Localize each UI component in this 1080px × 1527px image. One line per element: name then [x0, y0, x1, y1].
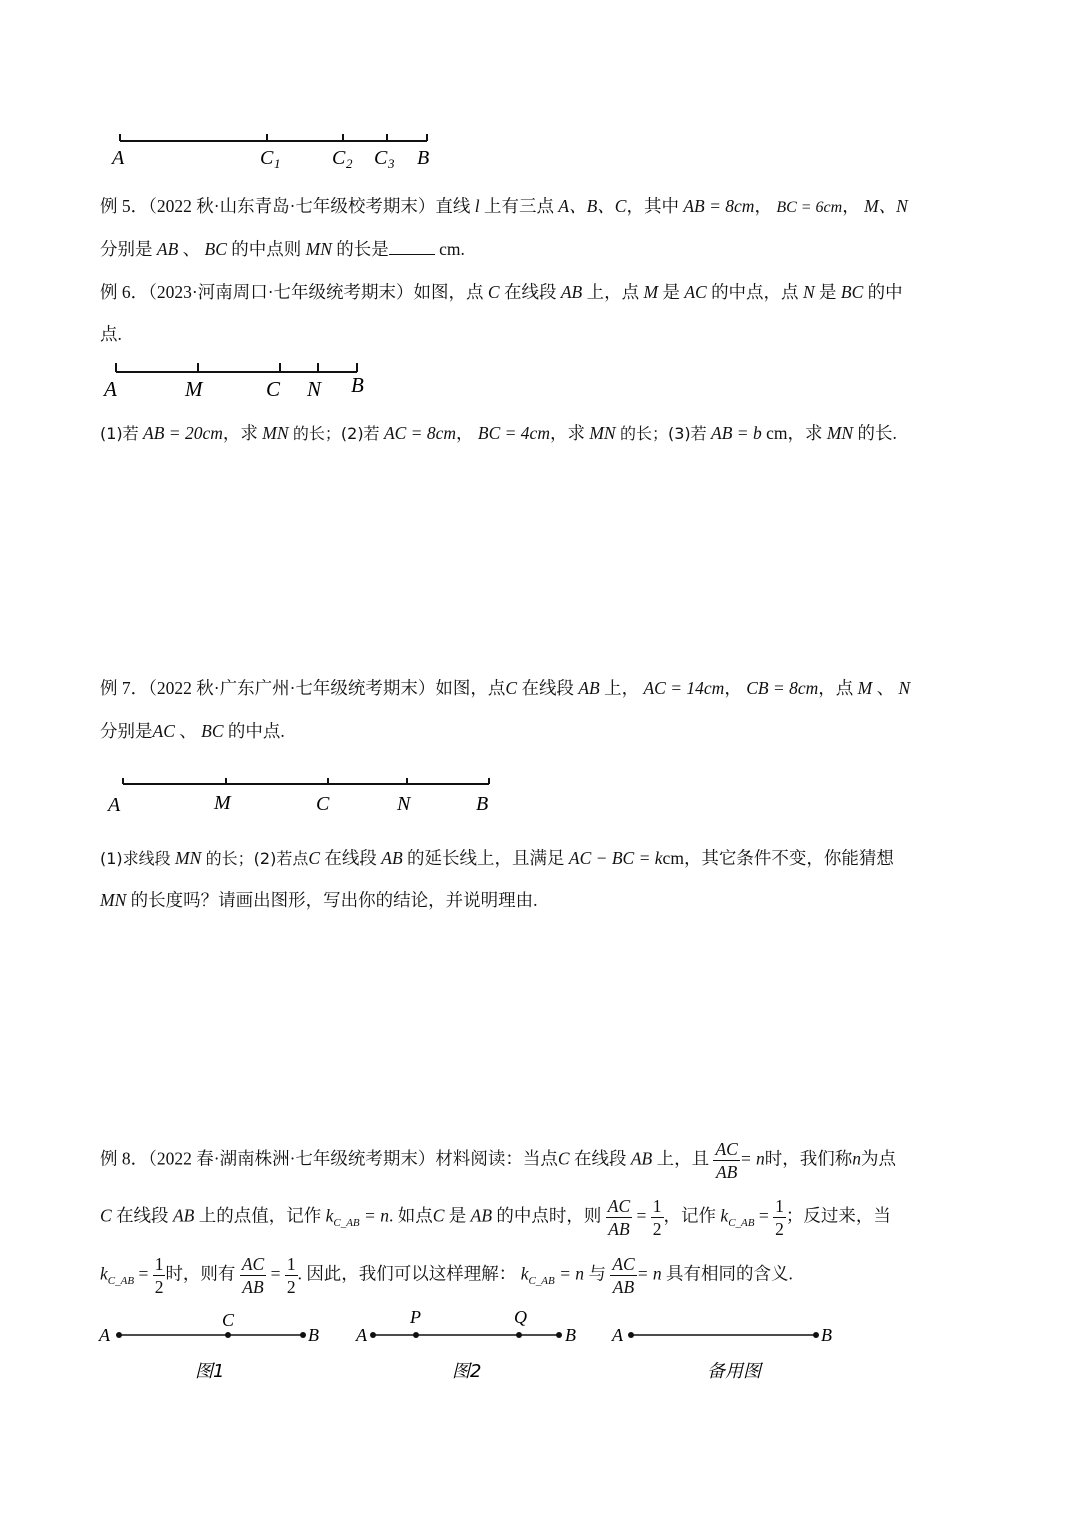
- label-a: A: [108, 794, 121, 816]
- ex8-text: ；反过来，当: [785, 1205, 891, 1226]
- ex5-text: 的长是: [336, 239, 389, 259]
- label-q: Q: [514, 1307, 527, 1327]
- ex5-period: .: [460, 239, 465, 259]
- ex5-var-l: l: [474, 196, 480, 216]
- ex6-line1: [100, 280, 903, 304]
- ex8-text: 的中点时，则: [496, 1205, 602, 1226]
- point-a: [370, 1332, 376, 1338]
- q-text: 的延长线上，且满足: [407, 848, 565, 868]
- ex8-text: 时，我们称: [764, 1148, 853, 1169]
- ex5-text: 例 5．（2022 秋·山东青岛·七年级校考期末）直线: [100, 196, 471, 216]
- k-symbol: k: [720, 1205, 729, 1226]
- ex7-text: ，点: [818, 678, 854, 698]
- fraction-den: 2: [652, 1219, 662, 1239]
- q-var: MN: [826, 423, 854, 443]
- label-c: C: [316, 793, 330, 815]
- ex8-var: n: [852, 1148, 862, 1169]
- ex7-q-line2: [100, 888, 538, 912]
- ex6-var: BC: [840, 282, 864, 302]
- ex6-var: N: [802, 282, 815, 302]
- label-b: B: [476, 793, 489, 815]
- ex8-eq: = n: [559, 1263, 585, 1284]
- label-m: M: [185, 377, 203, 401]
- ex7-q-line1: [100, 846, 894, 871]
- q-expr: AB = 20cm: [143, 423, 223, 443]
- q-expr: AB = b: [711, 423, 762, 443]
- ex5-text: 的中点则: [231, 239, 302, 259]
- ex6-text: 上，点: [586, 282, 640, 302]
- ex8-var: AB: [630, 1148, 653, 1169]
- label-p: P: [410, 1307, 421, 1327]
- q-text: 的长.: [857, 423, 897, 443]
- label-n: N: [397, 793, 411, 815]
- fraction-ac-ab: [240, 1253, 266, 1298]
- label-b: B: [565, 1325, 576, 1345]
- label-b: B: [821, 1325, 832, 1345]
- point-p: [413, 1332, 419, 1338]
- fraction-half: [651, 1195, 664, 1240]
- ex8-var: AB: [172, 1205, 195, 1226]
- ex5-line1: [100, 194, 908, 220]
- fraction-half: [153, 1253, 166, 1298]
- ex6-text: 例 6．（2023·河南周口·七年级统考期末）如图，点: [100, 282, 484, 302]
- ex6-var: AB: [560, 282, 583, 302]
- q-text: 的长；(2)若: [292, 424, 380, 443]
- point-q: [516, 1332, 522, 1338]
- ex7-text: 上，: [604, 678, 640, 698]
- q-expr: AC − BC = k: [568, 848, 663, 868]
- point-b: [813, 1332, 819, 1338]
- ex7-text: 分别是: [100, 721, 153, 741]
- q-expr: BC = 4cm: [477, 423, 550, 443]
- ex6-var: M: [643, 282, 659, 302]
- k-symbol: k: [520, 1263, 529, 1284]
- ex8-text: 上的点值，记作: [198, 1205, 322, 1226]
- ex5-bc: BC = 6cm: [776, 199, 843, 216]
- ex8-text: 在线段: [573, 1148, 627, 1169]
- ex7-line1: [100, 676, 910, 700]
- ex8-var: C: [557, 1148, 570, 1169]
- label-c3-sub: 3: [388, 156, 395, 171]
- fraction-num: 1: [286, 1254, 296, 1274]
- ex8-line2: C 在线段 AB 上的点值，记作 $k_{C\_AB} = n$. 如点C 是 AB 的中点时，则 $\frac{AC}{AB}$ = $\frac{1}{2}$ ，记作 $k_{C\_AB}$ = $\frac{1}{2}$ ；反过来，当: [100, 1196, 891, 1239]
- ex7-text: 例 7．（2022 秋·广东广州·七年级统考期末）如图，点: [100, 678, 506, 698]
- k-subscript: C_AB: [528, 1275, 555, 1288]
- fraction-num: AC: [715, 1139, 738, 1159]
- q-var: AB: [381, 848, 403, 868]
- ex8-text: 上，且: [656, 1148, 710, 1169]
- label-a: A: [356, 1325, 367, 1345]
- ex7-var: C: [505, 678, 518, 698]
- ex8-eq: = n: [364, 1205, 389, 1226]
- k-subscript: C_AB: [107, 1275, 135, 1288]
- q-text: ，求: [549, 423, 585, 443]
- label-b: B: [417, 147, 430, 169]
- fraction-ac-ab: [713, 1138, 739, 1183]
- ex7-line2: [100, 719, 285, 743]
- ex7-text: 、: [179, 721, 197, 741]
- q-var: MN: [175, 848, 202, 868]
- ex6-text: 在线段: [503, 282, 557, 302]
- q-expr: AC = 8cm: [383, 423, 457, 443]
- q-var: C: [308, 848, 321, 868]
- caption: 图2: [452, 1361, 482, 1382]
- point-c: [225, 1332, 231, 1338]
- q-text: ，求: [222, 423, 258, 443]
- ex6-text: 是: [662, 282, 680, 302]
- fraction-num: 1: [652, 1196, 662, 1216]
- caption: 图1: [195, 1361, 225, 1382]
- ex5-mn: MN: [305, 239, 332, 259]
- fraction-ac-ab: [610, 1253, 636, 1298]
- q-text: 的长；(3)若: [619, 424, 707, 443]
- answer-blank[interactable]: [389, 236, 435, 255]
- ex6-var: AC: [684, 282, 707, 302]
- k-subscript: C_AB: [728, 1217, 755, 1230]
- ex8-text: . 因此，我们可以这样理解：: [297, 1263, 517, 1284]
- fraction-den: 2: [286, 1277, 296, 1297]
- label-b: B: [308, 1325, 319, 1345]
- q-text: ，其它条件不变，你能猜想: [683, 848, 894, 868]
- ex5-ab: AB = 8cm: [683, 196, 755, 216]
- label-c3: C: [374, 147, 388, 169]
- ex6-var: C: [487, 282, 500, 302]
- point-b: [300, 1332, 306, 1338]
- figure-2: [354, 1304, 594, 1394]
- ex5-line2: [100, 236, 465, 261]
- ex6-line2: [100, 322, 122, 346]
- point-a: [116, 1332, 122, 1338]
- ex5-text: ，其中: [626, 196, 679, 216]
- ex7-text: 、: [876, 678, 895, 698]
- ex5-text: 上有三点: [484, 196, 555, 216]
- label-c1: C: [260, 147, 274, 169]
- ex8-eq: = n: [636, 1263, 662, 1284]
- q-text: ，: [456, 423, 474, 443]
- fraction-ac-ab: [606, 1195, 632, 1240]
- fraction-den: 2: [154, 1277, 164, 1297]
- label-a: A: [112, 147, 125, 169]
- figure-ex6-segment: [100, 356, 380, 406]
- label-a: A: [99, 1325, 110, 1345]
- q-text: (1)求线段: [100, 849, 171, 868]
- point-a: [628, 1332, 634, 1338]
- k-symbol: k: [325, 1205, 334, 1226]
- fraction-half: [773, 1195, 786, 1240]
- ex8-text: 例 8．（2022 春·湖南株洲·七年级统考期末）材料阅读：当点: [100, 1148, 558, 1169]
- ex8-text: 在线段: [116, 1205, 169, 1226]
- ex5-text: 、: [182, 239, 201, 259]
- caption: 备用图: [707, 1361, 761, 1382]
- k-symbol: k: [100, 1263, 108, 1284]
- figure-spare: [610, 1304, 850, 1394]
- ex7-text: 在线段: [521, 678, 574, 698]
- label-c1-sub: 1: [274, 156, 281, 171]
- q-text: 在线段: [324, 848, 377, 868]
- ex5-mn: M、N: [864, 196, 908, 216]
- ex8-text: 为点: [861, 1148, 897, 1169]
- ex6-questions: [100, 421, 897, 446]
- ex7-expr: AC = 14cm: [643, 678, 725, 698]
- ex8-var: C: [100, 1205, 112, 1226]
- ex8-text: 是: [448, 1205, 467, 1226]
- k-subscript: C_AB: [333, 1217, 360, 1230]
- ex8-text: 具有相同的含义.: [666, 1263, 793, 1284]
- fraction-den: AB: [242, 1277, 264, 1297]
- ex7-var: N: [898, 678, 911, 698]
- q-unit: cm: [662, 848, 684, 868]
- q-text: ，求: [787, 423, 823, 443]
- label-m: M: [214, 792, 231, 814]
- ex5-text: 分别是: [100, 239, 153, 259]
- fraction-half: [285, 1253, 298, 1298]
- ex8-line1: [100, 1138, 896, 1183]
- fraction-den: 2: [775, 1219, 784, 1239]
- ex7-var: AC: [152, 721, 175, 741]
- ex6-text: 的中: [867, 282, 903, 302]
- ex8-text: 与: [588, 1263, 606, 1284]
- ex6-text: 点.: [100, 324, 122, 344]
- ex8-var: AB: [470, 1205, 493, 1226]
- ex5-ab: AB: [156, 239, 179, 259]
- label-n: N: [307, 377, 322, 401]
- fraction-num: 1: [775, 1196, 784, 1216]
- label-c: C: [222, 1310, 235, 1330]
- figure-1: [96, 1304, 336, 1394]
- q-text: 的长度吗？请画出图形，写出你的结论，并说明理由.: [130, 890, 538, 910]
- fraction-num: AC: [607, 1196, 631, 1216]
- ex5-bc: BC: [204, 239, 227, 259]
- ex5-vars: A、B、C: [558, 196, 627, 216]
- ex5-comma: ，: [842, 196, 860, 216]
- q-var: MN: [589, 423, 616, 443]
- ex8-text: ，记作: [663, 1205, 717, 1226]
- q-var: MN: [262, 423, 289, 443]
- fraction-num: AC: [612, 1254, 635, 1274]
- figure-ex7-segment: [100, 774, 500, 820]
- fraction-den: AB: [612, 1277, 635, 1297]
- ex7-text: ，: [724, 678, 742, 698]
- fraction-den: AB: [715, 1162, 738, 1182]
- figure-segment-c1-c2-c3: [100, 128, 450, 178]
- ex8-var: C: [432, 1205, 445, 1226]
- ex5-comma: ，: [754, 196, 772, 216]
- q-text: (1)若: [100, 424, 139, 443]
- ex6-text: 是: [819, 282, 837, 302]
- q-text: 的长；(2)若点: [205, 849, 309, 868]
- point-b: [556, 1332, 562, 1338]
- ex5-unit: cm: [439, 239, 461, 259]
- ex7-var: M: [857, 678, 873, 698]
- fraction-num: 1: [154, 1254, 164, 1274]
- ex7-var: AB: [578, 678, 600, 698]
- ex8-line3: $k_{C\_AB}$ = $\frac{1}{2}$ 时，则有 $\frac{AC}{AB}$ = $\frac{1}{2}$ . 因此，我们可以这样理解： $k_{C\_AB} = n$ 与 $\frac{AC}{AB}$ = n 具有相同的含义.: [100, 1254, 793, 1297]
- ex6-text: 的中点，点: [711, 282, 799, 302]
- label-a: A: [612, 1325, 623, 1345]
- label-b: B: [351, 373, 364, 397]
- fraction-den: AB: [608, 1219, 630, 1239]
- ex8-text: 时，则有: [165, 1263, 236, 1284]
- label-c2: C: [332, 147, 346, 169]
- fraction-num: AC: [241, 1254, 265, 1274]
- ex7-var: BC: [201, 721, 224, 741]
- q-var: MN: [100, 890, 127, 910]
- ex8-eq: = n: [739, 1148, 765, 1169]
- label-a: A: [104, 377, 117, 401]
- label-c: C: [266, 377, 281, 401]
- q-unit: cm: [766, 423, 788, 443]
- ex7-text: 的中点.: [227, 721, 285, 741]
- ex7-expr: CB = 8cm: [746, 678, 819, 698]
- label-c2-sub: 2: [346, 156, 353, 171]
- ex8-text: . 如点: [388, 1205, 433, 1226]
